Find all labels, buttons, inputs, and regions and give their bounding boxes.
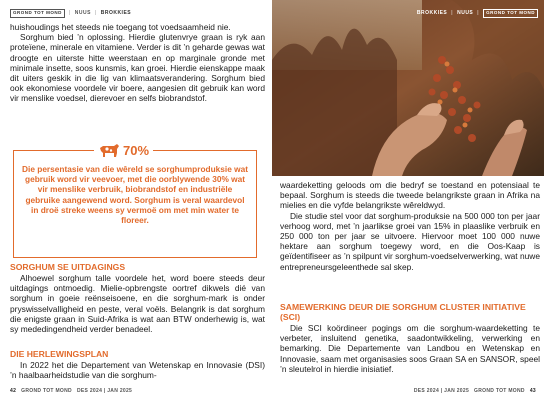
- article-body-mid: [10, 273, 265, 334]
- cow-icon: [98, 143, 120, 158]
- paragraph: Sorghum bied ’n oplossing. Hierdie glutenvrye graan is ryk aan proteïene, minerale en vitamiene. Verder is dit ’n geharde gewas wat droogte en uiterste hitte weerstaan en op marginale gronde met minimale insette, soos kunsmis, kan groei. Hierdie eienskappe maak dit uiters geskik in die lig van klimaatsverandering. Sorghum bied ook ekonomiese voordele vir boere, aangesien dit gebruik kan word vir menslike voedsel, dierevoer en selfs biobrandstof.: [10, 32, 265, 104]
- article-body-right-bottom: [280, 323, 540, 374]
- sorghum-hand-image: [272, 0, 544, 176]
- section-heading: DIE HERLEWINGSPLAN: [10, 349, 109, 359]
- section-label-brokkies: BROKKIES: [100, 10, 132, 17]
- article-body-bottom: [10, 360, 265, 380]
- left-page: [0, 0, 270, 400]
- footer-date: DES 2024 | JAN 2025: [76, 388, 133, 394]
- page-header: BROKKIES | NUUS | GROND TOT MOND: [417, 9, 538, 18]
- section-label-brokkies: BROKKIES: [416, 10, 448, 17]
- paragraph: Alhoewel sorghum talle voordele het, word boere steeds deur uitdagings ontmoedig. Mielie-opbrengste oortref dikwels dié van sorghum in goeie reënseisoene, en die sorghum-mark is onder pryswisselvalligheid en peste, veral voëls. Belangrik is dat sorghum die enigste graan in Suid-Afrika is wat aan BTW onderhewig is, wat sy mededingendheid verder benadeel.: [10, 273, 265, 335]
- page-footer: [414, 388, 536, 394]
- article-body-top: [10, 22, 265, 104]
- page-number: 43: [529, 388, 536, 394]
- magazine-logo: GROND TOT MOND: [483, 9, 538, 18]
- footer-magazine: GROND TOT MOND: [21, 388, 72, 394]
- page-header: GROND TOT MOND | NUUS | BROKKIES: [10, 9, 131, 18]
- paragraph: In 2022 het die Departement van Wetenskap en Innovasie (DSI) ’n haalbaarheidstudie van die sorghum-: [10, 360, 265, 381]
- callout-text: Die persentasie van die wêreld se sorghumproduksie wat gebruik word vir veevoer, met die oorblywende 30% wat vir menslike verbruik, biobrandstof en industriële gebruike aangewend word. Sorghum is veral waardevol in droë streke weens sy vermoë om met min water te floreer.: [22, 164, 248, 226]
- stat-callout: [13, 143, 257, 258]
- right-page: [272, 0, 544, 400]
- footer-date: DES 2024 | JAN 2025: [413, 388, 470, 394]
- stat-percent: 70%: [123, 143, 150, 158]
- article-body-right-top: [280, 180, 540, 272]
- section-heading: SAMEWERKING DEUR DIE SORGHUM CLUSTER INITIATIVE (SCI): [280, 302, 526, 322]
- footer-magazine: GROND TOT MOND: [474, 388, 525, 394]
- section-heading: SORGHUM SE UITDAGINGS: [10, 262, 126, 272]
- page-number: 42: [10, 388, 17, 394]
- sorghum-photo: [272, 0, 544, 176]
- stat-badge: [94, 143, 153, 158]
- paragraph: waardeketting geloods om die bedryf se toestand en potensiaal te bepaal. Sorghum is steeds die tweede belangrikste graan in Afrika na mielies en die vyfde belangrikste wêreldwyd.: [280, 180, 540, 211]
- page-footer: [10, 388, 132, 394]
- paragraph: huishoudings het steeds nie toegang tot voedsaamheid nie.: [10, 22, 231, 32]
- section-label-news: NUUS: [74, 10, 91, 17]
- section-label-news: NUUS: [457, 10, 474, 17]
- paragraph: Die studie stel voor dat sorghum-produksie na 500 000 ton per jaar verhoog word, met ’n jaarlikse groei van 15% in plaaslike verbruik en 250 000 ton per jaar se uitvoere. Hiervoor moet 100 000 nuwe hektare aan sorghum toegewy word, en die Oos-Kaap is geïdentifiseer as ’n spilpunt vir sorghum-voedselverwerking, wat nuwe entrepreneursgeleenthede sal skep.: [280, 210, 540, 272]
- paragraph: Die SCI koördineer pogings om die sorghum-waardeketting te verbeter, insluitend genetika, saadontwikkeling, verwerking en bemarking. Die Departemente van Landbou en Wetenskap en Innovasie, saam met organisasies soos Graan SA en SANSOR, speel ’n sleutelrol in hierdie inisiatief.: [280, 323, 540, 374]
- magazine-logo: GROND TOT MOND: [10, 9, 65, 18]
